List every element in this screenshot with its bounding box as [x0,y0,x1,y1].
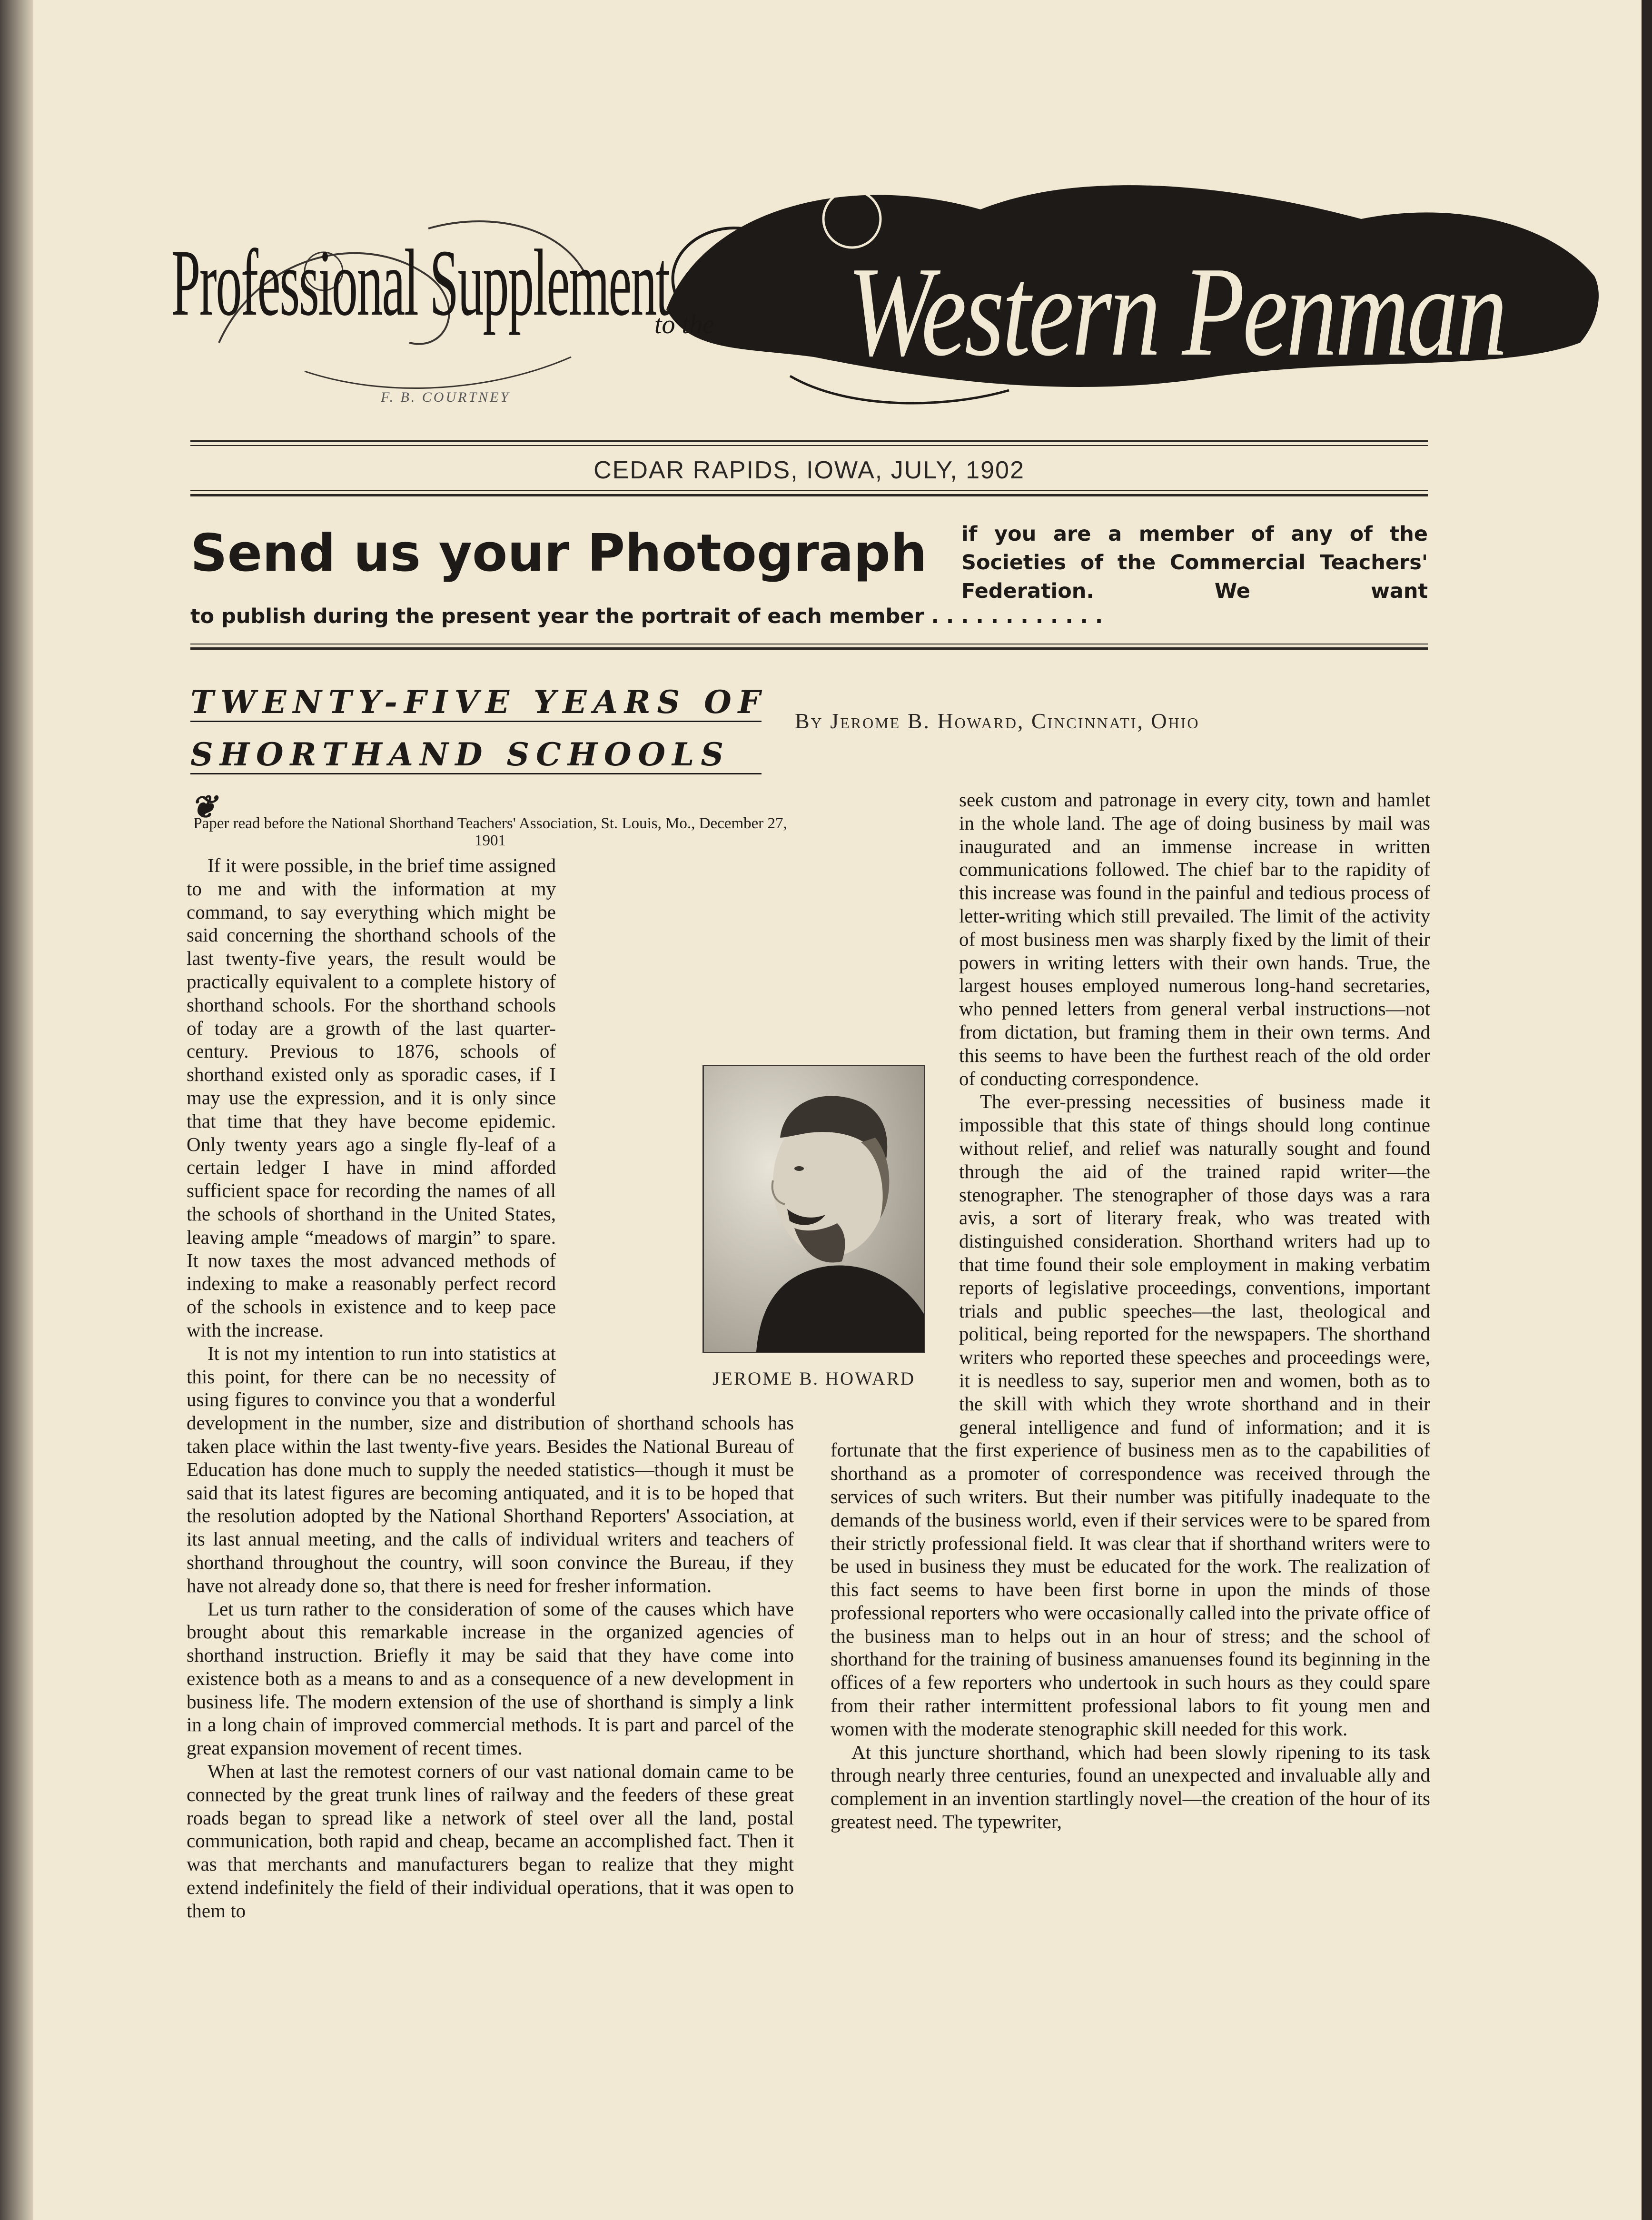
title-underline-2 [190,773,762,774]
masthead [171,143,1505,428]
article-title [190,676,776,833]
masthead-rule-top-thin [190,445,1428,446]
masthead-brand: Western Penman [847,240,1505,383]
author-portrait [702,1065,925,1353]
portrait-caption: JEROME B. HOWARD [712,1368,916,1389]
notice-rule [190,647,1428,650]
article-intro-note: Paper read before the National Shorthand Teachers' Association, St. Louis, Mo., December 27, 1901 [193,815,787,849]
portrait-illustration [704,1066,924,1352]
paragraph: The ever-pressing necessities of business made it impossible that this state of things should long continue without relief, and relief was naturally sought and found through the aid of the trained rapid writer—the stenographer. The stenographer of those days was a rara avis, a sort of literary freak, who was treated with distinguished consideration. Shorthand writers had up to that time found their sole employment in making verbatim reports of legislative proceedings, conventions, important trials and public speeches—the last, theological and political, being reported for the newspapers. The shorthand writers who reported these speeches and proceedings were, it is needless to say, superior men and women, both as to the skill with which they wrote shorthand and in their general intelligence and fund of information; and it is fortunate that the first experience of business men as to the capabilities of shorthand as a promoter of correspondence was received through the services of such writers. But their number was pitifully inadequate to the demands of the business world, even if their services were to be spared from their strictly professional field. It was clear that if shorthand writers were to be used in business they must be educated for the work. The realization of this fact seems to have been first borne in upon the minds of those professional reporters who were occasionally called into the private office of the business man to helps out in an hour of stress; and the school of shorthand for the training of business amanuenses found its beginning in the offices of a few reporters who undertook in such hours as they could spare from their rather intermittent professional labors to fit young men and women with the moderate stenographic skill needed for this work. [831,1090,1430,1740]
masthead-supplement-title: Professional Supplement [171,230,670,336]
article-title-line1: TWENTY-FIVE YEARS OF [190,684,767,721]
masthead-artist-signature: F. B. COURTNEY [381,389,511,405]
notice-tail-text: to publish during the present year the portrait of each member . . . . . . . . . . . . [190,605,1103,628]
book-gutter [0,0,33,2220]
dateline-rule [190,494,1428,496]
paragraph: Let us turn rather to the consideration of some of the causes which have brought about this remarkable increase in the organized agencies of shorthand instruction. Briefly it may be said that they have come into existence both as a means to and as a consequence of a new development in business life. The modern extension of the use of shorthand is simply a link in a long chain of improved commercial methods. It is part and parcel of the great expansion movement of recent times. [187,1597,794,1759]
paragraph: seek custom and patronage in every city, town and hamlet in the whole land. The age of doing business by mail was inaugurated and an immense increase in written communications followed. The chief bar to the rapidity of this increase was found in the painful and tedious process of letter-writing which still prevailed. The limit of the activity of most business men was sharply fixed by the limit of their powers in writing letters with their own hands. True, the largest houses employed numerous long-hand secretaries, who penned letters from general verbal instructions—not from dictation, but framing them in their own terms. And this seems to have been the furthest reach of the old order of conducting correspondence. [959,789,1430,1090]
article-byline: By Jerome B. Howard, Cincinnati, Ohio [795,709,1200,733]
paragraph: It is not my intention to run into statistics at this point, for there can be no necessity of using figures to convince you that a wonderful development in the number, size and distribution of shorthand schools has taken place within the last twenty-five years. Besides the National Bureau of Education has done much to supply the needed statistics—though it must be said that its latest figures are becoming antiquated, and it is to be hoped that the resolution adopted by the National Shorthand Reporters' Association, at its last annual meeting, and the calls of individual writers and teachers of shorthand throughout the country, will soon convince the Bureau, if they have not already done so, that there is need for fresher information. [187,1342,794,1596]
dateline-rule-thin [190,490,1428,491]
masthead-to-the: to the [654,310,714,339]
paragraph: If it were possible, in the brief time assigned to me and with the information at my command, to say everything which might be said concerning the shorthand schools of the last twenty-five years, the result would be practically equivalent to a complete history of shorthand schools. For the shorthand schools of today are a growth of the last quarter-century. Previous to 1876, schools of shorthand existed only as sporadic cases, if I may use the expression, and it is only since that time that they have become epidemic. Only twenty years ago a single fly-leaf of a certain ledger I have in mind afforded sufficient space for recording the names of all the schools of shorthand in the United States, leaving ample “meadows of margin” to spare. It now taxes the most advanced methods of indexing to make a reasonably perfect record of the schools in existence and to keep pace with the increase. [187,854,556,1341]
title-underline-1 [190,721,762,722]
paragraph: At this juncture shorthand, which had been slowly ripening to its task through nearly three centuries, found an unexpected and invaluable ally and complement in an invention startlingly novel—the creation of the hour of its greatest need. The typewriter, [831,1741,1430,1833]
notice-right-text: if you are a member of any of the Societies of the Commercial Teachers' Federation. We want [961,522,1428,603]
page-edge [1642,0,1652,2220]
paragraph: When at last the remotest corners of our vast national domain came to be connected by the great trunk lines of railway and the feeders of these great roads began to spread like a network of steel over all the land, postal communication, both rapid and cheap, became an accomplished fact. Then it was that merchants and manufacturers began to realize that they might extend indefinitely the field of their individual operations, that it was open to them to [187,1760,794,1922]
masthead-rule-top [190,440,1428,442]
article-title-line2: SHORTHAND SCHOOLS ❦ [190,736,731,825]
dateline: CEDAR RAPIDS, IOWA, JULY, 1902 [594,456,1025,484]
notice-headline: Send us your Photograph [190,524,927,583]
